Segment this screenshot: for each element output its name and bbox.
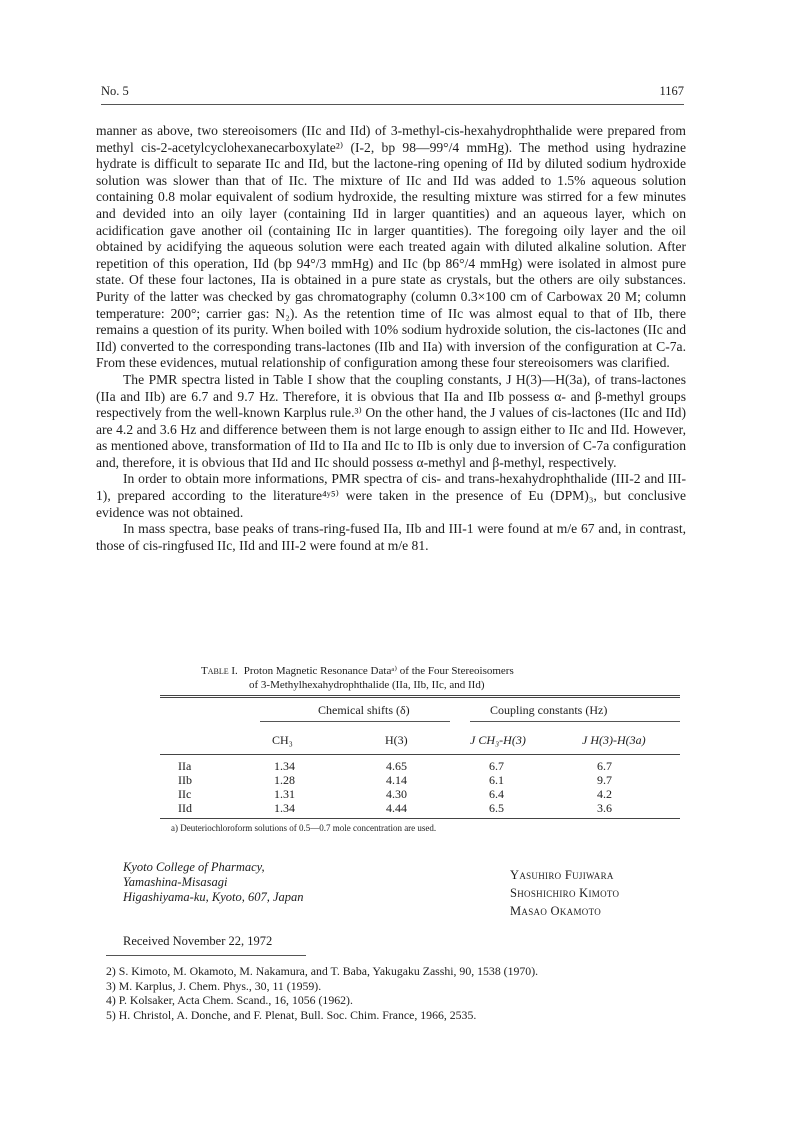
table-footnote: a) Deuteriochloroform solutions of 0.5—0.7 mole concentration are used. [171, 823, 437, 833]
row-compound: IIa [178, 759, 192, 773]
affiliation-line: Higashiyama-ku, Kyoto, 607, Japan [123, 890, 304, 904]
group-brace-coupling-constants [470, 721, 680, 722]
reference-item: 5) H. Christol, A. Donche, and F. Plenat, Bull. Soc. Chim. France, 1966, 2535. [106, 1007, 477, 1022]
row-j-ch3-h3: 6.4 [489, 787, 504, 801]
column-header-j-ch3-h3: J CH₃-H(3) [470, 733, 526, 747]
reference-item: 2) S. Kimoto, M. Okamoto, M. Nakamura, and T. Baba, Yakugaku Zasshi, 90, 1538 (1970). [106, 964, 539, 978]
row-ch3-shift: 1.28 [274, 773, 295, 787]
table-group-header-row [160, 703, 680, 733]
group-brace-chemical-shifts [260, 721, 450, 722]
paragraph: manner as above, two stereoisomers (IIc and IId) of 3-methyl-cis-hexahydrophthalide were prepared from methyl cis-2-acetylcyclohexanecarboxylate²⁾ (I-2, bp 98—99°/4 mmHg). The method using hydrazine hydrate is difficult to separate IIc and IId, but the lactone-ring opening of IId by diluted sodium hydroxide solution was slower than that of IIc. The mixture of IIc and IId was added to 1.5% aqueous solution containing 0.8 molar equivalent of sodium hydroxide, the resulting mixture was stirred for a few minutes and devided into an oily layer (containing IId in larger quantities) and an aqueous layer, which on acidification gave another oil (containing IIc in larger quantities). The foregoing oily layer and the oil obtained by acidifying the aqueous solution were each treated again with diluted alkaline solution. After repetition of this operation, IId (bp 94°/3 mmHg) and IIc (bp 86°/4 mmHg) were isolated in almost pure state. Of these four lactones, IIa is obtained in a pure state as crystals, but the others are oily substances. Purity of the latter was checked by gas chromatography (column 0.3×100 cm of Carbowax 20 M; column temperature: 200°; carrier gas: N₂). As the retention time of IIc was almost equal to that of IIb, there remains a question of its purity. When boiled with 10% sodium hydroxide solution, the cis-lactones (IIc and IId) converted to the corresponding trans-lactones (IIb and IIa) with inversion of the configuration at C-7a. From these evidences, mutual relationship of configuration among these four stereoisomers was clarified. [96, 123, 686, 371]
table-group-header-coupling-constants: Coupling constants (Hz) [490, 703, 608, 717]
row-j-ch3-h3: 6.5 [489, 801, 504, 815]
row-j-h3-h3a: 4.2 [597, 787, 612, 801]
affiliation-line: Kyoto College of Pharmacy, [123, 860, 265, 874]
table-title-line1: Proton Magnetic Resonance Dataᵃ⁾ of the Four Stereoisomers [243, 665, 514, 677]
table-column-header-row [160, 733, 680, 751]
row-h3-shift: 4.44 [386, 801, 407, 815]
table-group-header-chemical-shifts: Chemical shifts (δ) [318, 703, 410, 717]
page-number: 1167 [659, 84, 684, 98]
affiliation-line: Yamashina-Misasagi [123, 875, 228, 889]
row-h3-shift: 4.14 [386, 773, 407, 787]
column-header-j-h3-h3a: J H(3)-H(3a) [582, 733, 646, 747]
row-j-h3-h3a: 9.7 [597, 773, 612, 787]
row-compound: IIb [178, 773, 192, 787]
column-header-h3: H(3) [385, 733, 408, 747]
author-name: Shoshichiro Kimoto [510, 886, 620, 900]
author-name: Yasuhiro Fujiwara [510, 868, 614, 882]
received-date: Received November 22, 1972 [123, 934, 273, 948]
table-body [160, 760, 680, 820]
paragraph: In order to obtain more informations, PMR spectra of cis- and trans-hexahydrophthalide (III-2 and III-1), prepared according to the literature⁴ʸ⁵⁾ were taken in the presence of Eu (DPM)₃, but conclusive evidence was not obtained. [96, 471, 686, 520]
page-header [101, 84, 684, 104]
table-top-rule [160, 695, 680, 698]
author-name: Masao Okamoto [510, 904, 602, 918]
affiliation [123, 860, 304, 905]
row-compound: IId [178, 801, 192, 815]
table-label: Table I. [201, 665, 238, 677]
row-ch3-shift: 1.31 [274, 787, 295, 801]
reference-item: 3) M. Karplus, J. Chem. Phys., 30, 11 (1959). [106, 978, 322, 993]
row-j-h3-h3a: 3.6 [597, 801, 612, 815]
body-text [96, 123, 686, 554]
header-rule [101, 104, 684, 105]
row-j-h3-h3a: 6.7 [597, 759, 612, 773]
author-list [510, 866, 619, 920]
row-j-ch3-h3: 6.1 [489, 773, 504, 787]
table-bottom-rule [160, 818, 680, 819]
paragraph: The PMR spectra listed in Table I show that the coupling constants, J H(3)—H(3a), of trans-lactones (IIa and IIb) are 6.7 and 9.7 Hz. Therefore, it is obvious that IIa and IIb possess α- and β-methyl groups respectively from the well-known Karplus rule.³⁾ On the other hand, the J values of cis-lactones (IIc and IId) are 4.2 and 3.6 Hz and difference between them is not large enough to assign either to IIc and IId. However, as mentioned above, transformation of IId to IIa and IIc to IIb is only due to inversion of C-7a configuration and, therefore, it is obvious that IId and IIc should possess α-methyl and β-methyl, respectively. [96, 371, 686, 470]
table-row [160, 802, 680, 816]
row-ch3-shift: 1.34 [274, 759, 295, 773]
row-h3-shift: 4.65 [386, 759, 407, 773]
reference-item: 4) P. Kolsaker, Acta Chem. Scand., 16, 1056 (1962). [106, 993, 353, 1007]
table-row [160, 774, 680, 788]
row-j-ch3-h3: 6.7 [489, 759, 504, 773]
table-row [160, 788, 680, 802]
row-ch3-shift: 1.34 [274, 801, 295, 815]
references-rule [106, 955, 306, 956]
table-row [160, 760, 680, 774]
row-compound: IIc [178, 787, 192, 801]
table-title-line2: of 3-Methylhexahydrophthalide (IIa, IIb, IIc, and IId) [249, 678, 485, 691]
journal-issue-number: No. 5 [101, 84, 129, 98]
row-h3-shift: 4.30 [386, 787, 407, 801]
table-caption [201, 665, 621, 692]
column-header-ch3: CH₃ [272, 733, 293, 747]
paragraph: In mass spectra, base peaks of trans-ring-fused IIa, IIb and III-1 were found at m/e 67 and, in contrast, those of cis-ringfused IIc, IId and III-2 were found at m/e 81. [96, 521, 686, 553]
references [106, 964, 686, 1022]
table-header-rule [160, 754, 680, 755]
